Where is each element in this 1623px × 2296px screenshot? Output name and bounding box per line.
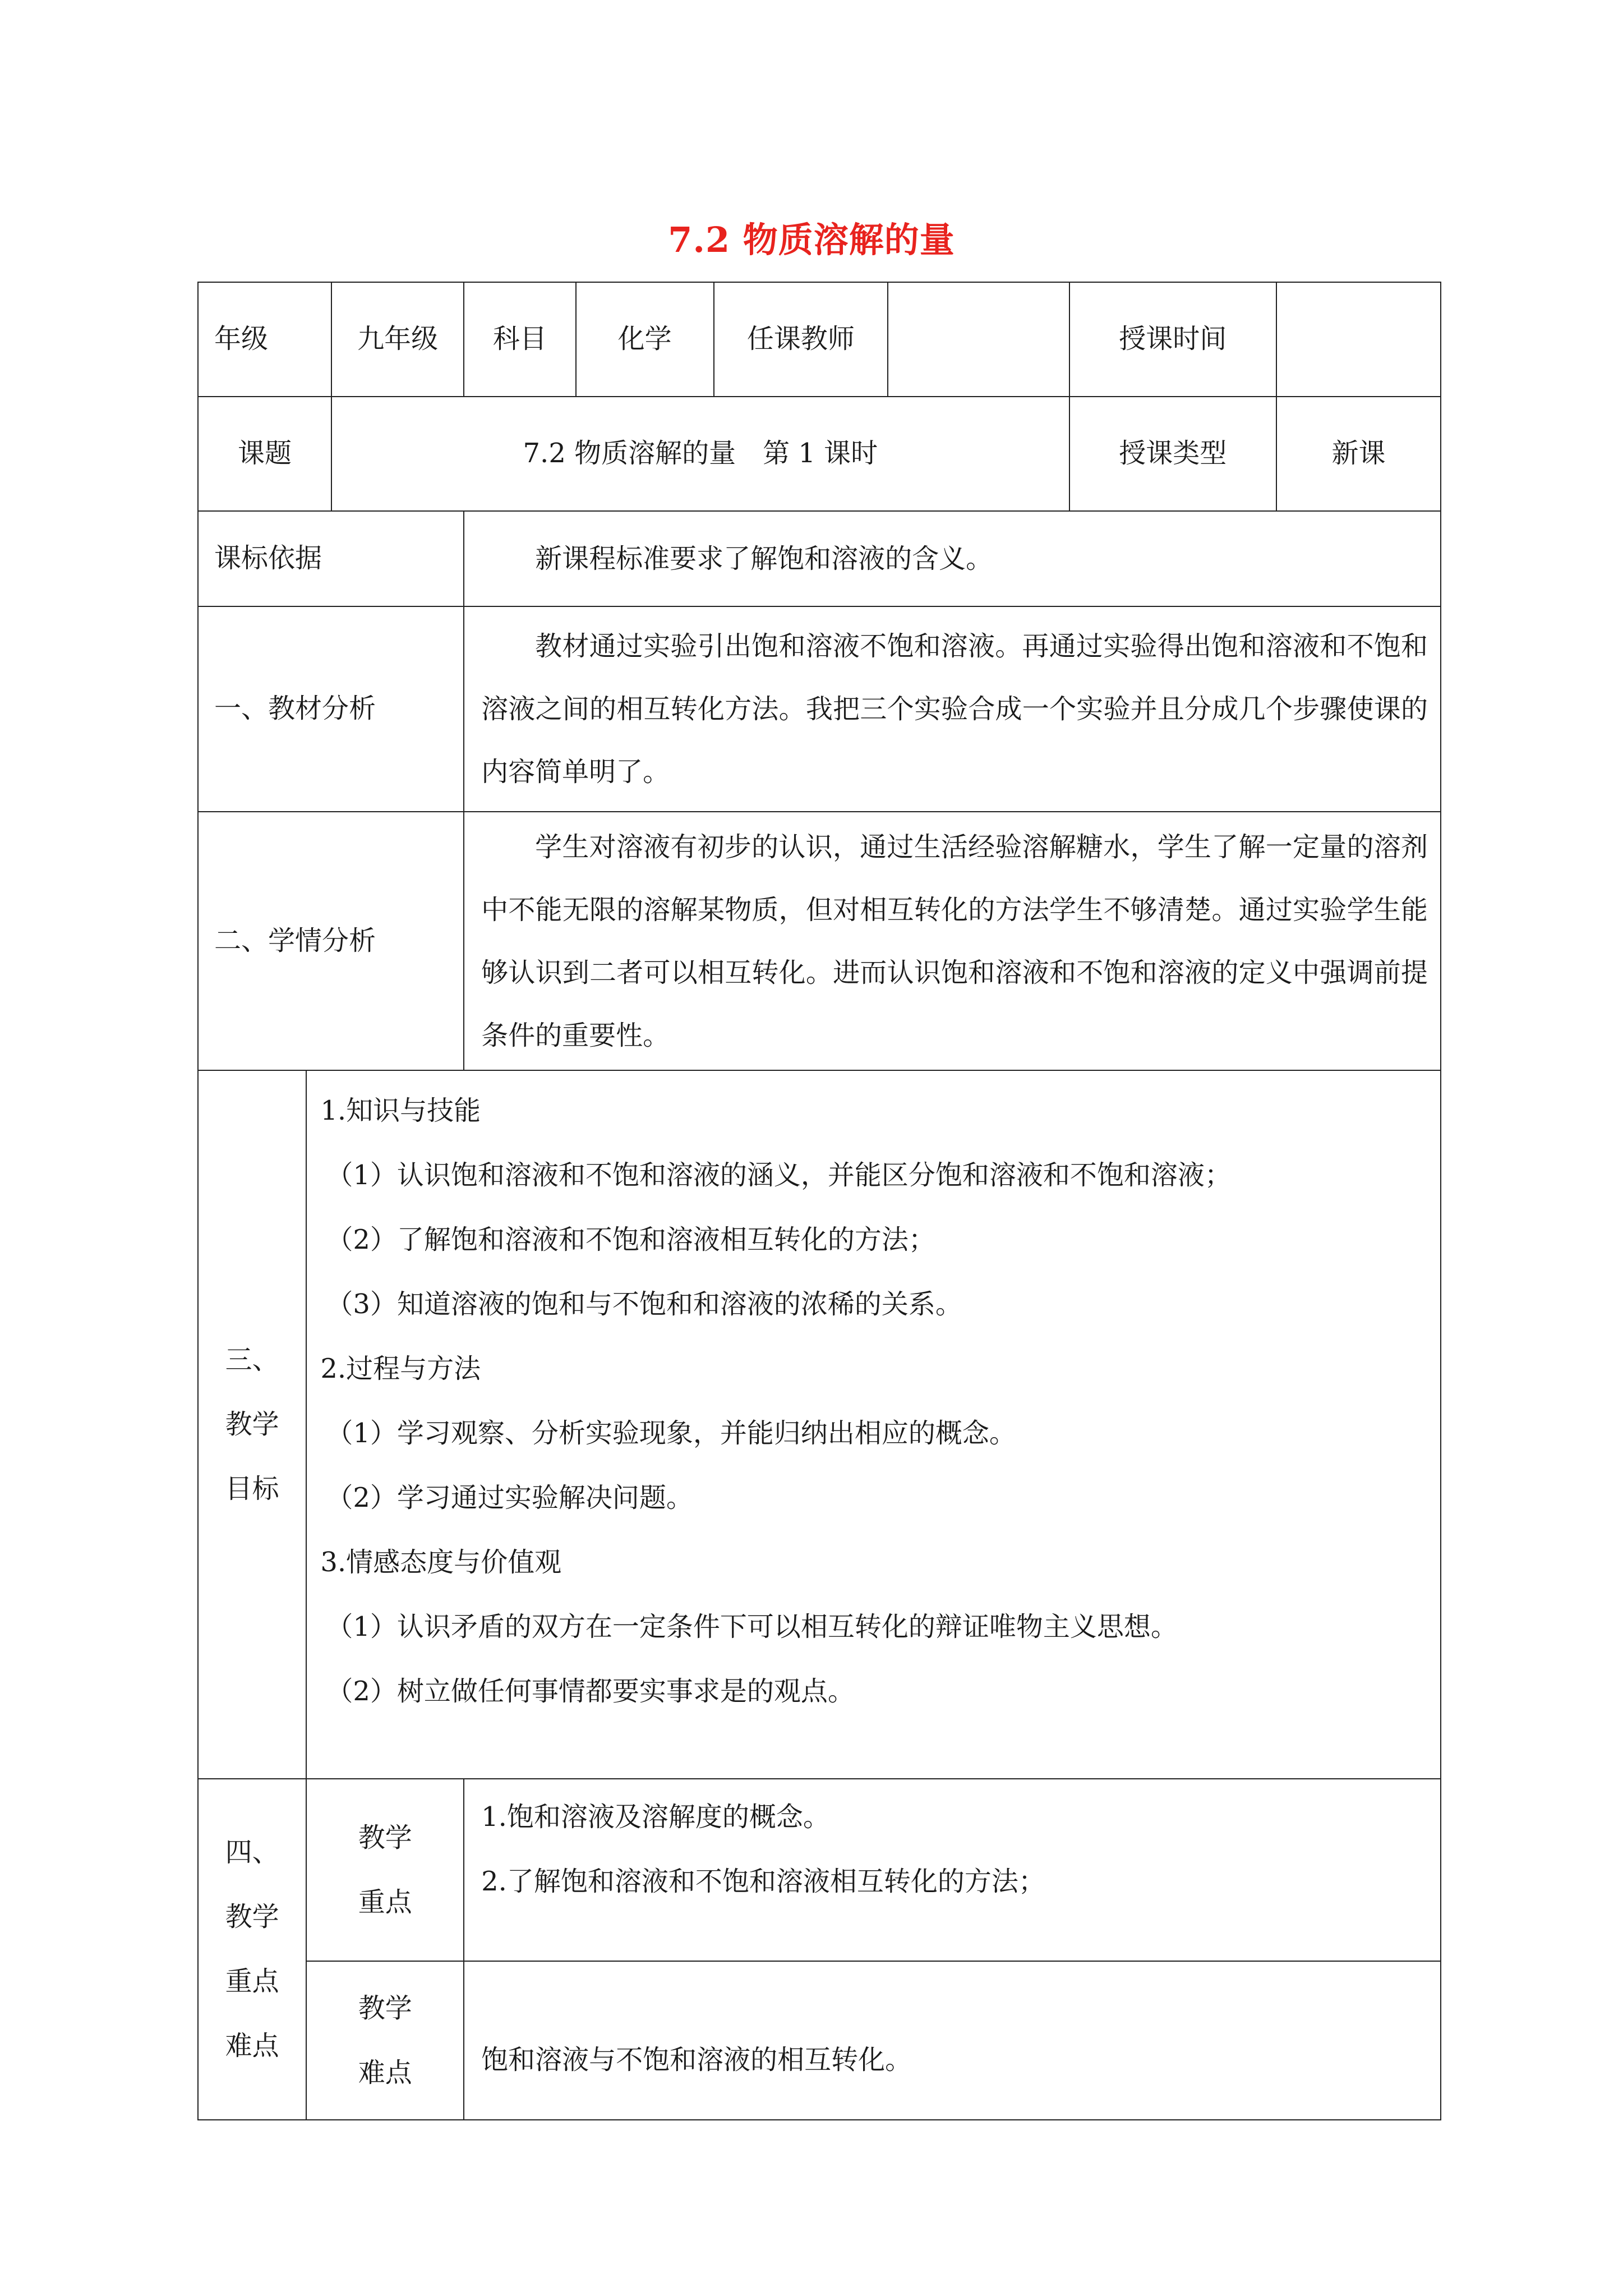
focus-item: 1.饱和溶液及溶解度的概念。 — [481, 1801, 830, 1833]
objectives-item: （2）了解饱和溶液和不饱和溶液相互转化的方法； — [326, 1224, 935, 1255]
objectives-heading: 2.过程与方法 — [320, 1353, 481, 1384]
difficulty-label-line: 难点 — [358, 2056, 412, 2088]
teacher-label: 任课教师 — [714, 282, 888, 397]
key-points-label-line: 难点 — [225, 2030, 279, 2062]
objectives-item: （1）认识矛盾的双方在一定条件下可以相互转化的辩证唯物主义思想。 — [326, 1611, 1178, 1642]
material-analysis-label: 一、教材分析 — [198, 606, 464, 812]
objectives-label-line: 三、 — [225, 1344, 279, 1375]
objectives-heading: 3.情感态度与价值观 — [320, 1547, 562, 1578]
grade-value: 九年级 — [331, 282, 464, 397]
lesson-plan-table — [197, 282, 1441, 2120]
key-points-label-line: 重点 — [225, 1966, 279, 1997]
subject-value: 化学 — [576, 282, 714, 397]
standard-row — [198, 511, 1441, 606]
standard-text: 新课程标准要求了解饱和溶液的含义。 — [464, 511, 1441, 606]
focus-label — [306, 1779, 464, 1961]
objectives-label-line: 教学 — [225, 1409, 279, 1440]
teacher-value — [888, 282, 1069, 397]
standard-label: 课标依据 — [198, 511, 464, 606]
time-label: 授课时间 — [1069, 282, 1276, 397]
header-row-2 — [198, 397, 1441, 511]
objectives-item: （1）学习观察、分析实验现象，并能归纳出相应的概念。 — [326, 1418, 1016, 1449]
student-analysis-text: 学生对溶液有初步的认识，通过生活经验溶解糖水，学生了解一定量的溶剂中不能无限的溶解某物质，但对相互转化的方法学生不够清楚。通过实验学生能够认识到二者可以相互转化。进而认识饱和溶液和不饱和溶液的定义中强调前提条件的重要性。 — [464, 812, 1441, 1070]
type-value: 新课 — [1276, 397, 1441, 511]
document-title: 7.2 物质溶解的量 — [668, 219, 955, 260]
focus-item: 2.了解饱和溶液和不饱和溶液相互转化的方法； — [481, 1866, 1045, 1897]
header-row-1 — [198, 282, 1441, 397]
difficulty-row — [198, 1961, 1441, 2120]
key-points-label — [198, 1779, 306, 2120]
objectives-item: （2）树立做任何事情都要实事求是的观点。 — [326, 1676, 855, 1707]
objectives-row — [198, 1070, 1441, 1779]
focus-label-line: 教学 — [358, 1821, 412, 1853]
focus-list — [464, 1779, 1441, 1961]
difficulty-text: 饱和溶液与不饱和溶液的相互转化。 — [464, 1961, 1441, 2120]
student-analysis-label: 二、学情分析 — [198, 812, 464, 1070]
material-analysis-text: 教材通过实验引出饱和溶液不饱和溶液。再通过实验得出饱和溶液和不饱和溶液之间的相互转化方法。我把三个实验合成一个实验并且分成几个步骤使课的内容简单明了。 — [464, 606, 1441, 812]
key-points-label-line: 四、 — [225, 1837, 279, 1868]
objectives-label — [198, 1070, 306, 1779]
difficulty-label — [306, 1961, 464, 2120]
objectives-item: （2）学习通过实验解决问题。 — [326, 1482, 693, 1513]
topic-value: 7.2 物质溶解的量 第 1 课时 — [331, 397, 1069, 511]
type-label: 授课类型 — [1069, 397, 1276, 511]
objectives-list — [306, 1070, 1441, 1779]
material-analysis-row — [198, 606, 1441, 812]
objectives-item: （3）知道溶液的饱和与不饱和和溶液的浓稀的关系。 — [326, 1289, 962, 1320]
difficulty-label-line: 教学 — [358, 1992, 412, 2024]
objectives-item: （1）认识饱和溶液和不饱和溶液的涵义，并能区分饱和溶液和不饱和溶液； — [326, 1159, 1232, 1191]
focus-label-line: 重点 — [358, 1886, 412, 1918]
objectives-label-line: 目标 — [225, 1473, 279, 1504]
focus-row — [198, 1779, 1441, 1961]
topic-label: 课题 — [198, 397, 331, 511]
grade-label: 年级 — [198, 282, 331, 397]
objectives-heading: 1.知识与技能 — [320, 1095, 481, 1126]
subject-label: 科目 — [464, 282, 575, 397]
key-points-label-line: 教学 — [225, 1901, 279, 1932]
student-analysis-row — [198, 812, 1441, 1070]
time-value — [1276, 282, 1441, 397]
